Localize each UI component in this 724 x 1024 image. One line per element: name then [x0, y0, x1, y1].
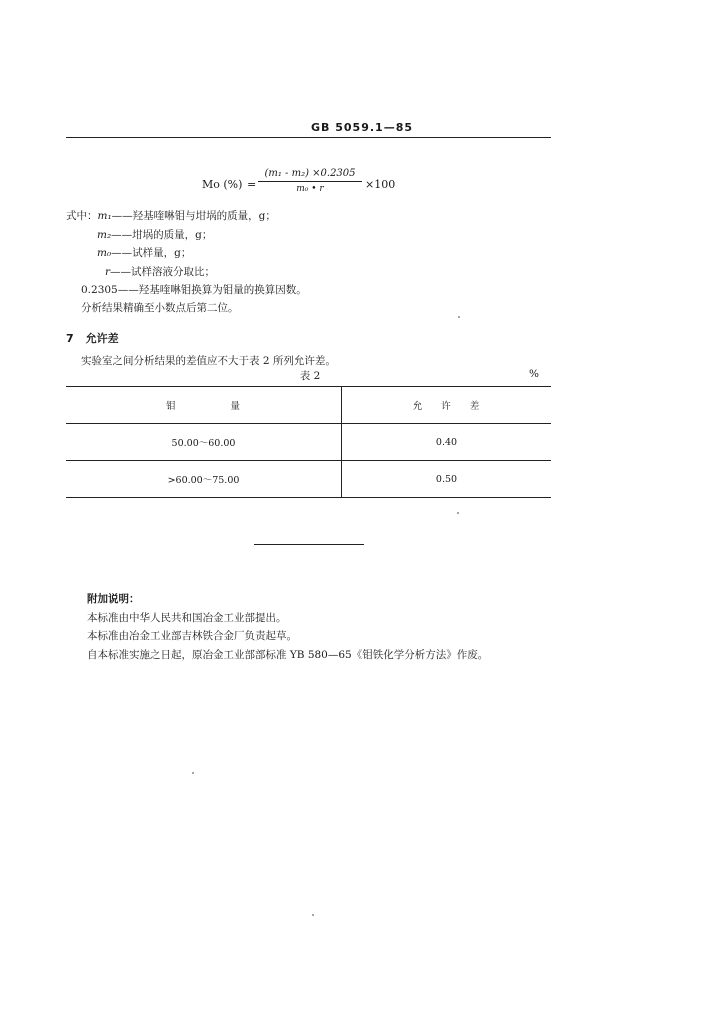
table-cell: 50.00～60.00: [66, 424, 342, 461]
precision-note: 分析结果精确至小数点后第二位。: [81, 302, 239, 314]
definition-m0: [97, 245, 191, 260]
table-cell: 0.50: [342, 461, 552, 498]
section-number: 7: [66, 332, 74, 345]
section-heading: [66, 330, 119, 346]
section-body: 实验室之间分析结果的差值应不大于表 2 所列允许差。: [81, 355, 336, 367]
formula-denominator: m₀ • r: [296, 184, 324, 194]
notes-line: 本标准由中华人民共和国冶金工业部提出。: [87, 612, 287, 624]
definition-r: [105, 264, 215, 279]
end-rule: [254, 544, 364, 545]
table-header-row: [66, 387, 551, 424]
definition-factor: [81, 282, 307, 297]
table-caption: 表 2: [299, 370, 321, 382]
table-row: [66, 461, 551, 498]
scan-speck: [457, 512, 459, 514]
table-row: [66, 424, 551, 461]
definition-text: ——试样溶液分取比；: [110, 266, 216, 278]
tolerance-table: [66, 386, 551, 498]
notes-line: 本标准由冶金工业部吉林铁合金厂负责起草。: [87, 630, 297, 642]
table-unit: %: [529, 368, 539, 380]
standard-code-header: GB 5059.1—85: [311, 121, 413, 134]
formula-lhs: Mo (%): [202, 178, 243, 191]
definition-prefix: 式中：: [66, 210, 98, 222]
definition-symbol: 0.2305: [81, 284, 118, 296]
notes-line: 自本标准实施之日起，原冶金工业部部标准 YB 580—65《钼铁化学分析方法》作废。: [87, 649, 489, 661]
definition-symbol: m₂: [97, 229, 112, 241]
formula-rhs: ×100: [365, 178, 396, 191]
scan-speck: [312, 914, 314, 916]
scan-speck: [458, 316, 460, 318]
table-cell: 0.40: [342, 424, 552, 461]
definition-text: ——坩埚的质量，g；: [111, 229, 213, 241]
scan-speck: [192, 772, 194, 774]
formula-numerator: (m₁ - m₂) ×0.2305: [264, 168, 356, 179]
notes-heading: 附加说明：: [87, 593, 140, 605]
definition-m1: [66, 208, 276, 223]
definition-text: ——羟基喹啉钼换算为钼量的换算因数。: [117, 284, 307, 296]
table-cell: >60.00～75.00: [66, 461, 342, 498]
definition-symbol: m₁: [97, 210, 112, 222]
definition-symbol: r: [105, 266, 111, 278]
fraction-bar: [258, 181, 362, 182]
formula-equals: =: [247, 178, 257, 191]
definition-text: ——试样量，g；: [111, 247, 192, 259]
section-title: 允许差: [85, 332, 119, 345]
table-header-cell: 允 许 差: [342, 387, 552, 424]
header-rule: [66, 137, 551, 138]
definition-text: ——羟基喹啉钼与坩埚的质量，g；: [111, 210, 276, 222]
table-header-cell: 钼 量: [66, 387, 342, 424]
definition-symbol: m₀: [97, 247, 112, 259]
formula-fraction: [258, 168, 362, 194]
definition-m2: [97, 227, 212, 242]
